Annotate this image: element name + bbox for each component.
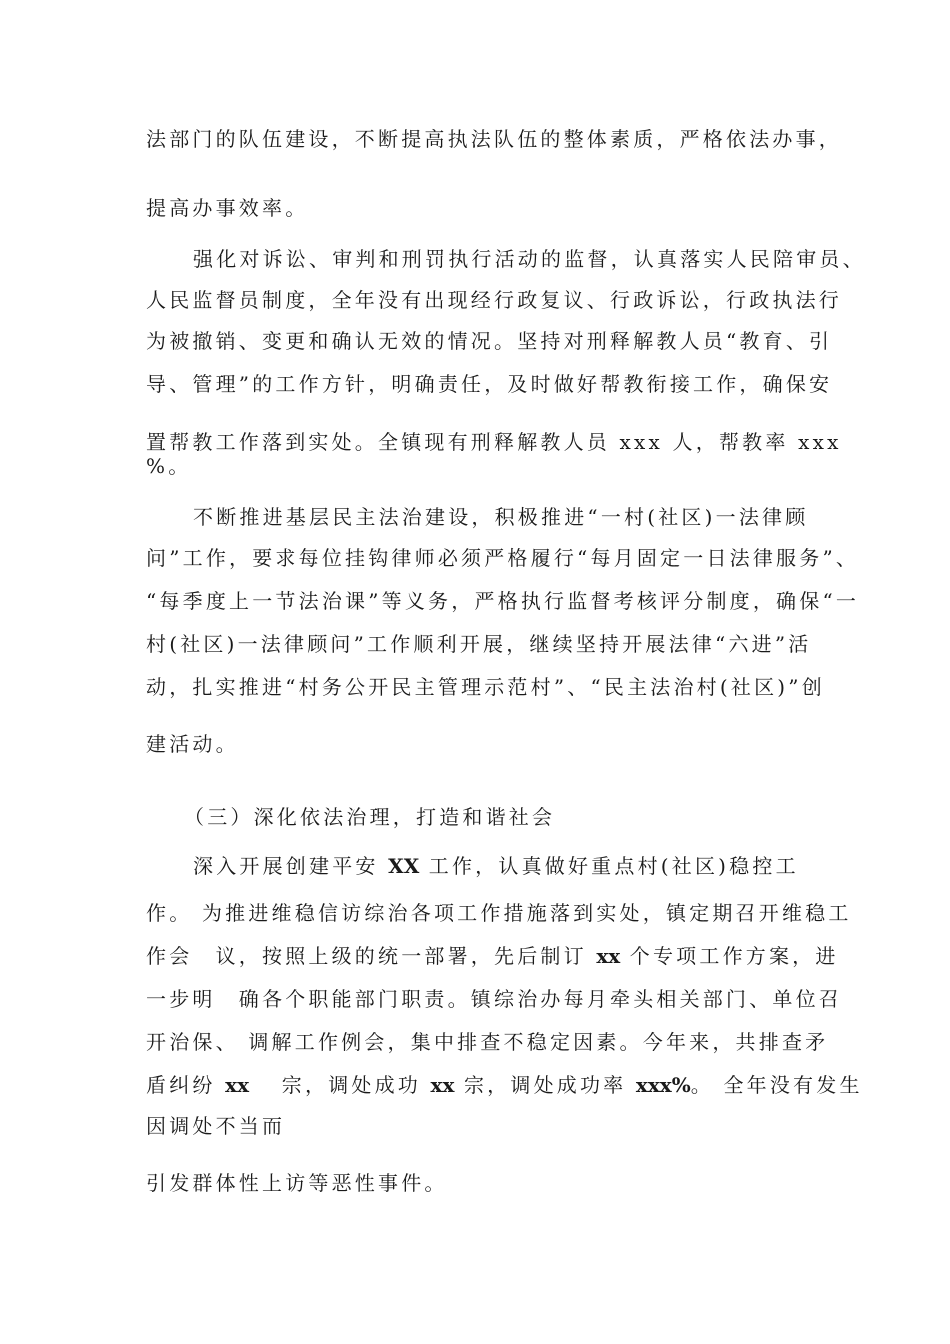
text-run: 深入开展创建平安 [193, 854, 389, 878]
paragraph-line: 为被撤销、变更和确认无效的情况。坚持对刑释解教人员“教育、引 [146, 329, 833, 353]
text-run: 宗，调处成功率 [454, 1073, 636, 1097]
paragraph-line: 问”工作，要求每位挂钩律师必须严格履行“每月固定一日法律服务”、 [146, 546, 860, 570]
text-run: 个专项工作方案，进 [620, 944, 839, 968]
text-run: 宗，调处成功 [249, 1073, 431, 1097]
paragraph-line: 人民监督员制度，全年没有出现经行政复议、行政诉讼，行政执法行 [146, 288, 842, 312]
paragraph-line: “每季度上一节法治课”等义务，严格执行监督考核评分制度，确保“一 [146, 589, 860, 613]
text-run: 作会 议，按照上级的统一部署，先后制订 [146, 944, 597, 968]
placeholder-text: xx [225, 1073, 250, 1097]
paragraph-line [193, 854, 799, 878]
paragraph-line: 村(社区)一法律顾问”工作顺利开展，继续坚持开展法律“六进”活 [146, 632, 812, 656]
paragraph-line: 建活动。 [146, 732, 239, 756]
paragraph-line: 强化对诉讼、审判和刑罚执行活动的监督，认真落实人民陪审员、 [193, 247, 866, 271]
paragraph-line: 导、管理”的工作方针，明确责任，及时做好帮教衔接工作，确保安 [146, 372, 833, 396]
paragraph-line: 因调处不当而 [146, 1114, 286, 1138]
paragraph-line [146, 1073, 863, 1097]
paragraph-line: 一步明 确各个职能部门职责。镇综治办每月牵头相关部门、单位召 [146, 987, 842, 1011]
paragraph-line: 开治保、 调解工作例会，集中排查不稳定因素。今年来，共排查矛 [146, 1030, 829, 1054]
text-run: 。 全年没有发生 [690, 1073, 863, 1097]
placeholder-text: xx [430, 1073, 455, 1097]
placeholder-text: XX [388, 854, 420, 878]
paragraph-line [146, 944, 839, 968]
paragraph-line: 作。 为推进维稳信访综治各项工作措施落到实处，镇定期召开维稳工 [146, 901, 852, 925]
paragraph-line: 不断推进基层民主法治建设，积极推进“一村(社区)一法律顾 [193, 505, 809, 529]
text-run: 盾纠纷 [146, 1073, 226, 1097]
paragraph-line: 法部门的队伍建设，不断提高执法队伍的整体素质，严格依法办事， [146, 127, 842, 151]
paragraph-line: 提高办事效率。 [146, 196, 309, 220]
text-run: 工作，认真做好重点村(社区)稳控工 [419, 854, 799, 878]
paragraph-line: 置帮教工作落到实处。全镇现有刑释解教人员 xxx 人，帮教率 xxx [146, 430, 842, 454]
placeholder-text: xx [596, 944, 621, 968]
paragraph-line: 引发群体性上访等恶性事件。 [146, 1171, 448, 1195]
section-heading: （三）深化依法治理，打造和谐社会 [184, 805, 556, 829]
paragraph-line: 动，扎实推进“村务公开民主管理示范村”、“民主法治村(社区)”创 [146, 675, 825, 699]
placeholder-text: xxx% [635, 1073, 691, 1097]
paragraph-line: %。 [146, 454, 192, 478]
